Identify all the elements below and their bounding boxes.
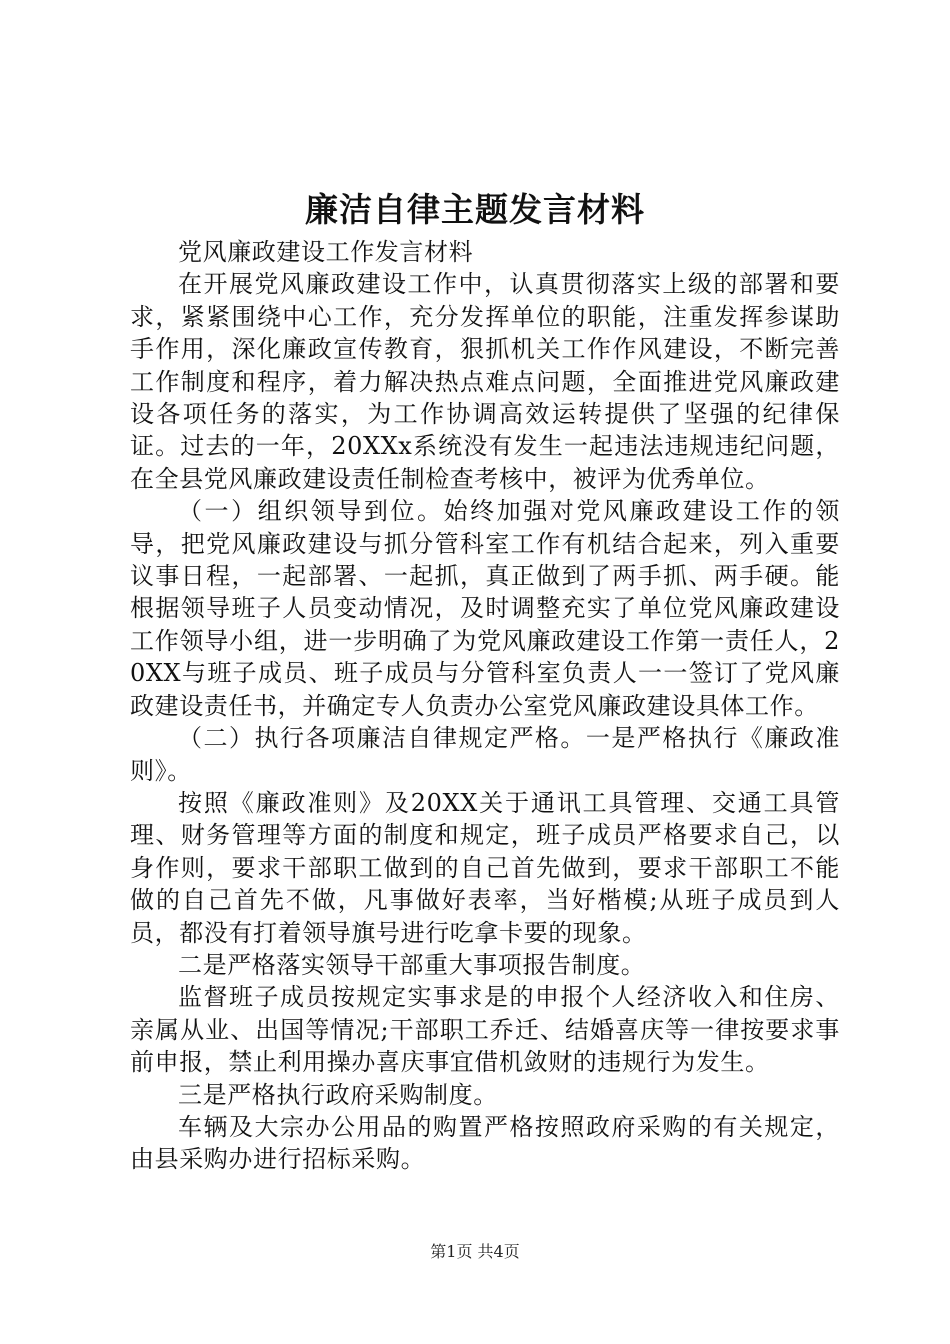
body-paragraph: 三是严格执行政府采购制度。 bbox=[178, 1080, 498, 1109]
body-paragraph: 车辆及大宗办公用品的购置严格按照政府采购的有关规定，由县采购办进行招标采购。 bbox=[130, 1112, 840, 1174]
body-paragraph: 监督班子成员按规定实事求是的申报个人经济收入和住房、亲属从业、出国等情况;干部职工乔迁、结婚喜庆等一律按要求事前申报，禁止利用操办喜庆事宜借机敛财的违规行为发生。 bbox=[130, 983, 840, 1077]
body-paragraph: 按照《廉政准则》及20XX关于通讯工具管理、交通工具管理、财务管理等方面的制度和规定，班子成员严格要求自己，以身作则，要求干部职工做到的自己首先做到，要求干部职工不能做的自己首先不做，凡事做好表率，当好楷模;从班子成员到人员，都没有打着领导旗号进行吃拿卡要的现象。 bbox=[130, 788, 840, 947]
body-paragraph: （二）执行各项廉洁自律规定严格。一是严格执行《廉政准则》。 bbox=[130, 724, 840, 785]
document-body bbox=[130, 236, 840, 1176]
document-title: 廉洁自律主题发言材料 bbox=[305, 190, 645, 229]
body-paragraph: 二是严格落实领导干部重大事项报告制度。 bbox=[178, 950, 646, 979]
subtitle-paragraph: 党风廉政建设工作发言材料 bbox=[178, 238, 474, 266]
page-footer: 第1页 共4页 bbox=[430, 1242, 520, 1261]
body-paragraph: （一）组织领导到位。始终加强对党风廉政建设工作的领导，把党风廉政建设与抓分管科室工作有机结合起来，列入重要议事日程，一起部署、一起抓，真正做到了两手抓、两手硬。能根据领导班子人员变动情况，及时调整充实了单位党风廉政建设工作领导小组，进一步明确了为党风廉政建设工作第一责任人，20XX与班子成员、班子成员与分管科室负责人一一签订了党风廉政建设责任书，并确定专人负责办公室党风廉政建设具体工作。 bbox=[130, 497, 840, 720]
body-paragraph: 在开展党风廉政建设工作中，认真贯彻落实上级的部署和要求，紧紧围绕中心工作，充分发挥单位的职能，注重发挥参谋助手作用，深化廉政宣传教育，狠抓机关工作作风建设，不断完善工作制度和程序，着力解决热点难点问题，全面推进党风廉政建设各项任务的落实，为工作协调高效运转提供了坚强的纪律保证。过去的一年，20XXx系统没有发生一起违法违规违纪问题，在全县党风廉政建设责任制检查考核中，被评为优秀单位。 bbox=[130, 270, 840, 493]
